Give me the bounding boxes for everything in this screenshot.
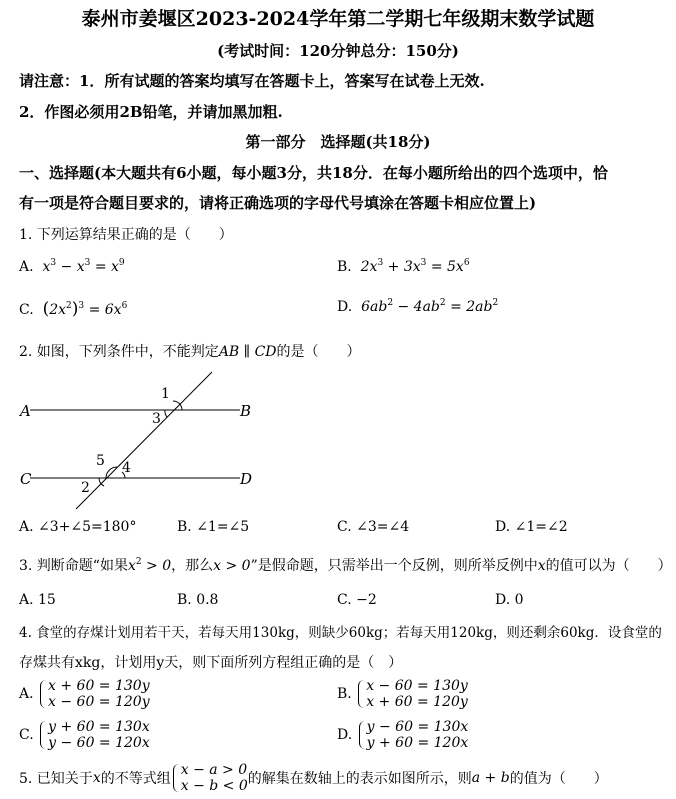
section-heading: 第一部分 选择题(共18分) — [245, 133, 431, 151]
transversal-line — [76, 372, 212, 509]
label-c: C — [20, 470, 32, 488]
q5-stem: 5. 已知关于x的不等式组 x − a > 0 x − b < 0 的解集在数轴上的表示如图所示，则a + b的值为（ ） — [19, 762, 608, 794]
q1-option-b-label: B. — [337, 259, 352, 275]
notice-line-1: 请注意：1．所有试题的答案均填写在答题卡上，答案写在试卷上无效. — [19, 72, 485, 90]
q1-option-d-label: D. — [337, 299, 353, 315]
q1-option-a-label: A. — [19, 259, 34, 275]
exam-subtitle: (考试时间：120分钟总分：150分) — [217, 42, 459, 60]
q2-option-b: B. ∠1=∠5 — [177, 519, 250, 535]
q1-option-b: B. $2x^3 + 3x^3 = 5x^6$ — [337, 258, 470, 275]
q3-option-a: A. 15 — [19, 592, 56, 608]
q1-option-c: C. $(2x^2)^3 = 6x^6$ — [19, 299, 128, 319]
label-a: A — [20, 402, 31, 420]
q4-stem-line-2: 存煤共有xkg，计划用y天，则下面所列方程组正确的是（ ） — [19, 655, 403, 671]
notice-line-2: 2．作图必须用2B铅笔，并请加黑加粗. — [19, 103, 283, 121]
instruction-line-2: 有一项是符合题目要求的，请将正确选项的字母代号填涂在答题卡相应位置上) — [19, 194, 537, 212]
label-angle-5: 5 — [96, 453, 105, 469]
angle-1-arc — [173, 401, 182, 410]
q4-stem-line-1: 4. 食堂的存煤计划用若干天，若每天用130kg，则缺少60kg；若每天用120kg，则还剩余60kg．设食堂的 — [19, 625, 662, 641]
q5-inequality-system: x − a > 0 x − b < 0 — [171, 762, 248, 794]
parallel-lines-figure — [14, 366, 264, 516]
q4-option-c: C. y + 60 = 130x y − 60 = 120x — [19, 719, 150, 751]
q3-stem: 3. 判断命题“如果$x^2 > 0$，那么x > 0”是假命题，只需举出一个反例，则所举反例中x的值可以为（ ） — [19, 557, 672, 574]
q1-option-c-label: C. — [19, 302, 34, 318]
q1-stem: 1. 下列运算结果正确的是（ ） — [19, 227, 233, 243]
q3-option-d: D. 0 — [495, 592, 524, 608]
exam-title: 泰州市姜堰区2023-2024学年第二学期七年级期末数学试题 — [81, 8, 595, 30]
q3-option-c: C. −2 — [337, 592, 377, 608]
label-d: D — [240, 470, 253, 488]
label-b: B — [240, 402, 252, 420]
q4-option-a: A. x + 60 = 130y x − 60 = 120y — [19, 678, 150, 710]
q2-option-c: C. ∠3=∠4 — [337, 519, 410, 535]
label-angle-3: 3 — [152, 411, 161, 427]
angle-5-arc — [106, 467, 117, 478]
label-angle-4: 4 — [122, 460, 131, 476]
q4-option-b: B. x − 60 = 130y x + 60 = 120y — [337, 678, 468, 710]
label-angle-1: 1 — [161, 386, 170, 402]
label-angle-2: 2 — [81, 480, 90, 496]
q2-option-a: A. ∠3+∠5=180° — [19, 519, 137, 535]
instruction-line-1: 一、选择题(本大题共有6小题，每小题3分，共18分．在每小题所给出的四个选项中，恰 — [19, 164, 608, 182]
q1-option-a: A. $x^3 - x^3 = x^9$ — [19, 258, 125, 275]
q3-option-b: B. 0.8 — [177, 592, 219, 608]
q2-stem: 2. 如图，下列条件中，不能判定AB ∥ CD的是（ ） — [19, 344, 361, 360]
q4-option-d: D. y − 60 = 130x y + 60 = 120x — [337, 719, 469, 751]
q2-option-d: D. ∠1=∠2 — [495, 519, 568, 535]
angle-3-arc — [165, 410, 167, 417]
q1-option-d: D. $6ab^2 - 4ab^2 = 2ab^2$ — [337, 298, 499, 315]
